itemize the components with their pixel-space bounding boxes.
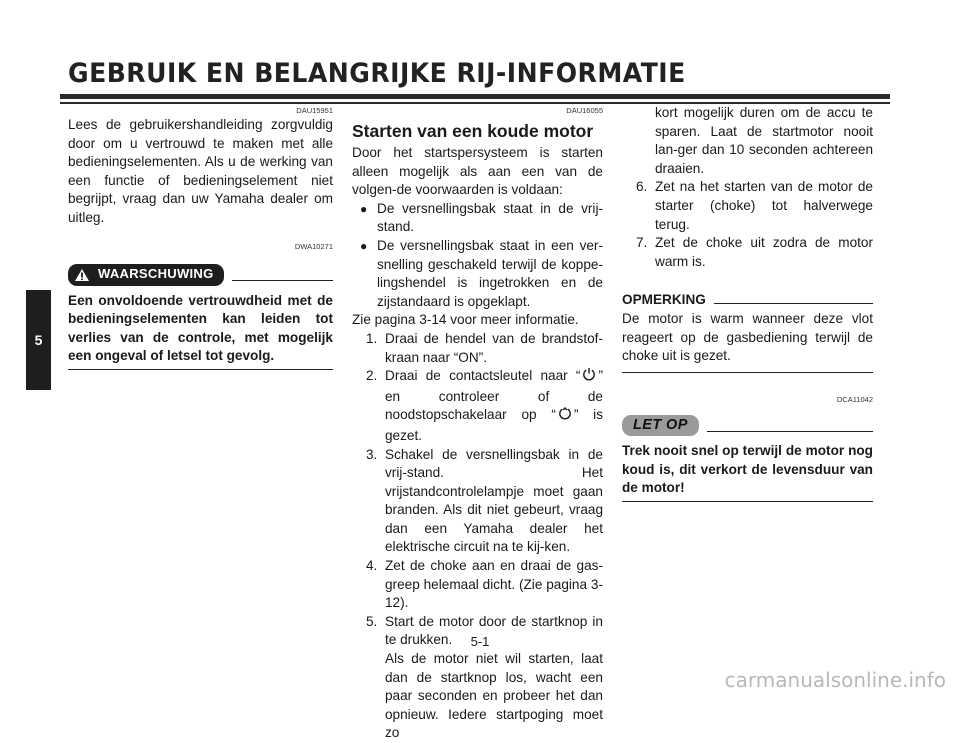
watermark: carmanualsonline.info — [724, 668, 946, 692]
step-note: Als de motor niet wil starten, laat dan de startknop los, wacht een paar seconden en probeer het dan opnieuw. Iedere startpoging moet zo — [385, 651, 603, 741]
reference-code: DAU15951 — [296, 106, 333, 115]
warning-label: WAARSCHUWING — [98, 266, 214, 282]
step-item: 3. Schakel de versnellingsbak in de vrij-stand. Het vrijstandcontrolelampje moet gaan branden. Als dit niet gebeurt, vraag dan een Yamaha dealer het elektrische circuit na te kij-ken. — [366, 446, 603, 555]
step-continuation: kort mogelijk duren om de accu te sparen. Laat de startmotor nooit lan-ger dan 10 seconden achtereen draaien. — [655, 105, 873, 176]
step-item: 2. Draai de contactsleutel naar “ ” en controleer of de noodstopschakelaar op “ ” is gezet. — [366, 368, 603, 443]
key-on-icon — [582, 367, 596, 388]
see-page-reference: Zie pagina 3-14 voor meer informatie. — [352, 312, 579, 328]
warning-rule — [232, 280, 333, 281]
warning-triangle-icon — [74, 268, 90, 282]
step-item: 5. Start de motor door de startknop in te drukken. — [366, 613, 603, 648]
warning-badge — [68, 264, 224, 286]
section-heading: Starten van een koude motor — [352, 121, 594, 141]
header-rule-thick — [60, 94, 890, 99]
chapter-tab — [26, 290, 51, 390]
conditions-intro: Door het startspersysteem is starten alleen mogelijk als aan een van de volgen-de voorwaarden is voldaan: — [352, 145, 603, 198]
note-text: De motor is warm wanneer deze vlot reageert op de gasbediening terwijl de choke uit is gezet. — [622, 310, 873, 364]
caution-end-rule — [622, 501, 873, 502]
warning-header — [68, 264, 333, 286]
page-number: 5-1 — [470, 634, 490, 649]
note-header — [622, 291, 873, 310]
bullet-icon: ● — [360, 238, 368, 253]
list-item: ● De versnellingsbak staat in een ver-snelling geschakeld terwijl de koppe-lingshendel is ingetrokken en de zijstandaard is opgeklapt. — [360, 237, 603, 311]
caution-badge — [622, 415, 699, 436]
reference-code: DAU16055 — [566, 106, 603, 115]
note-label: OPMERKING — [622, 292, 706, 308]
column-1 — [68, 104, 333, 370]
reference-code: DCA11042 — [836, 394, 873, 404]
warning-text: Een onvoldoende vertrouwdheid met de bedieningselementen kan leiden tot verlies van de controle, met mogelijk een ongeval of letsel tot gevolg. — [68, 292, 333, 364]
step-item: 7. Zet de choke uit zodra de motor warm is. — [636, 235, 873, 269]
bullet-icon: ● — [360, 201, 368, 216]
note-end-rule — [622, 372, 873, 373]
chapter-tab-label: 5 — [34, 332, 43, 348]
step-item: 6. Zet na het starten van de motor de starter (choke) tot halverwege terug. — [636, 179, 873, 232]
caution-header — [622, 415, 873, 436]
caution-rule — [707, 431, 873, 432]
caution-label: LET OP — [633, 417, 688, 434]
engine-stop-run-icon — [558, 406, 572, 427]
column-3 — [622, 104, 873, 502]
note-rule — [714, 303, 873, 304]
list-item: ● De versnellingsbak staat in de vrij-stand. — [360, 200, 603, 237]
step-item: 1. Draai de hendel van de brandstof-kraan naar “ON”. — [366, 330, 603, 365]
page-title: GEBRUIK EN BELANGRIJKE RIJ-INFORMATIE — [68, 58, 686, 89]
intro-paragraph: Lees de gebruikershandleiding zorgvuldig door om u vertrouwd te maken met alle bedieningselementen. Als u de werking van een functie of bedieningselement niet begrijpt, vraag dan uw Yamaha dealer om uitleg. — [68, 117, 333, 225]
warning-end-rule — [68, 369, 333, 370]
caution-text: Trek nooit snel op terwijl de motor nog koud is, dit verkort de levensduur van de motor! — [622, 442, 873, 496]
step-item: 4. Zet de choke aan en draai de gas-greep helemaal dicht. (Zie pagina 3-12). — [366, 558, 603, 611]
reference-code: DWA10271 — [294, 241, 333, 251]
